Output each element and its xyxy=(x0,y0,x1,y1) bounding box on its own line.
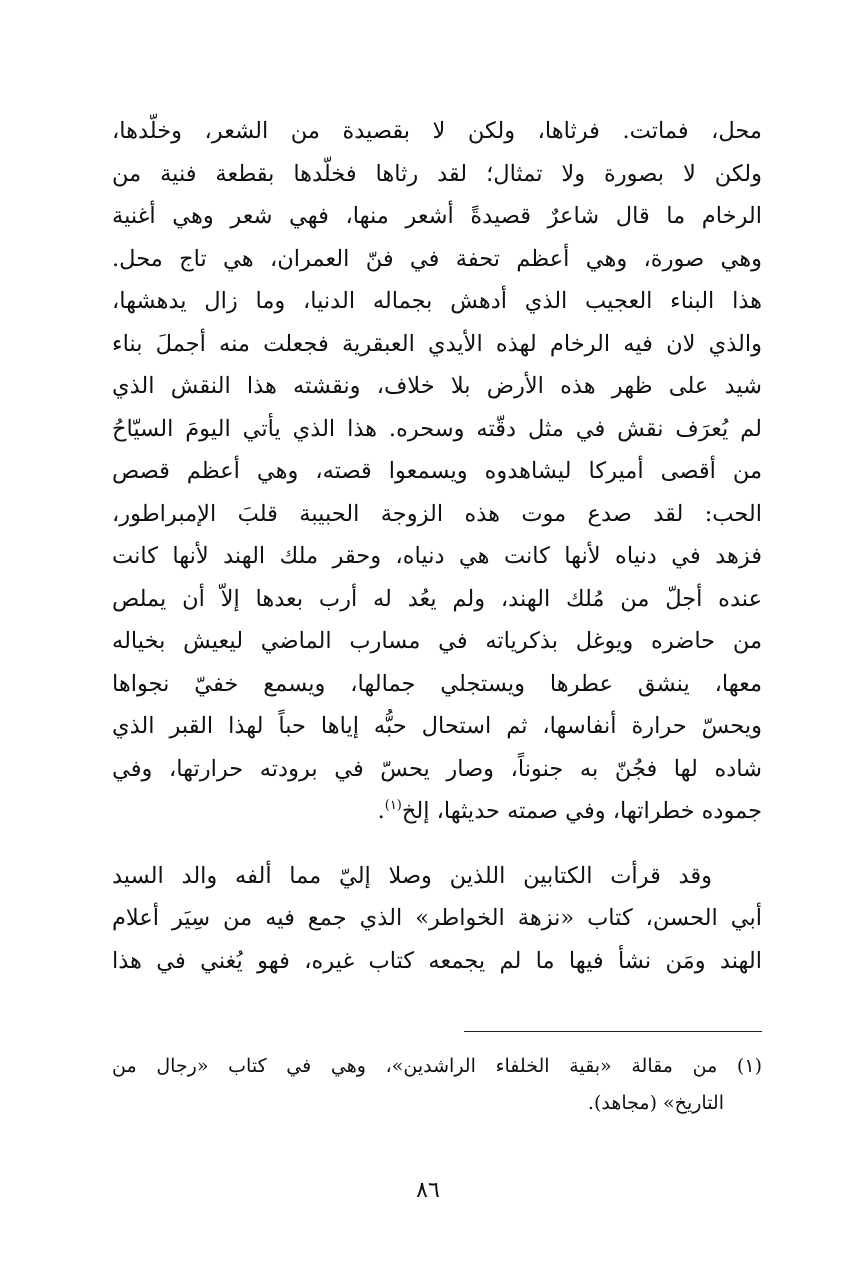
text-line: أبي الحسن، كتاب «نزهة الخواطر» الذي جمع فيه من سِيَر أعلام xyxy=(112,905,762,931)
text-line: عنده أجلّ من مُلك الهند، ولم يعُد له أرب بعدها إلاّ أن يملص xyxy=(112,585,762,612)
text-line: ولكن لا بصورة ولا تمثال؛ لقد رثاها فخلّدها بقطعة فنية من xyxy=(112,160,762,187)
text-line: وهي صورة، وهي أعظم تحفة في فنّ العمران، هي تاج محل. xyxy=(112,245,762,272)
text-line: من أقصى أميركا ليشاهدوه ويسمعوا قصته، وهي أعظم قصص xyxy=(112,458,762,484)
text-line: معها، ينشق عطرها ويستجلي جمالها، ويسمع خفيّ نجواها xyxy=(112,670,762,697)
footnote xyxy=(112,1048,762,1122)
text-line: ويحسّ حرارة أنفاسها، ثم استحال حبُّه إياها حباً لهذا القبر الذي xyxy=(112,713,762,739)
text-line: الحب: لقد صدع موت هذه الزوجة الحبيبة قلبَ الإمبراطور، xyxy=(112,500,762,527)
sentence-end: . xyxy=(377,798,385,824)
text-line: والذي لان فيه الرخام لهذه الأيدي العبقرية فجعلت منه أجملَ بناء xyxy=(112,330,762,357)
text-line: الرخام ما قال شاعرٌ قصيدةً أشعر منها، فهي شعر وهي أغنية xyxy=(112,203,762,229)
footnote-reference[interactable]: (١) xyxy=(384,798,402,813)
text-line: من حاضره ويوغل بذكرياته في مسارب الماضي ليعيش بخياله xyxy=(112,628,762,654)
text-line: الهند ومَن نشأ فيها ما لم يجمعه كتاب غيره، فهو يُغني في هذا xyxy=(112,947,762,974)
text-line-indented: وقد قرأت الكتابين اللذين وصلا إليّ مما ألفه والد السيد xyxy=(112,862,712,889)
text-line-last-content: جموده خطراتها، وفي صمته حديثها، إلخ xyxy=(401,798,762,824)
text-line: لم يُعرَف نقش في مثل دقّته وسحره. هذا الذي يأتي اليومَ السيّاحُ xyxy=(112,415,762,442)
text-line: فزهد في دنياه لأنها كانت هي دنياه، وحقر ملك الهند لأنها كانت xyxy=(112,543,762,569)
footnote-line: التاريخ» (مجاهد). xyxy=(587,1092,724,1114)
footnote-divider xyxy=(464,1031,762,1032)
paragraph xyxy=(112,855,762,983)
body-text xyxy=(112,110,762,982)
text-line: هذا البناء العجيب الذي أدهش بجماله الدنيا، وما زال يدهشها، xyxy=(112,288,762,314)
text-line: محل، فماتت. فرثاها، ولكن لا بقصيدة من الشعر، وخلّدها، xyxy=(112,118,762,144)
paragraph xyxy=(112,110,762,833)
paragraph-gap xyxy=(112,833,762,855)
text-line: شاده لها فجُنّ به جنوناً، وصار يحسّ في برودته حرارتها، وفي xyxy=(112,755,762,782)
text-line-last xyxy=(112,790,762,833)
page-number: ٨٦ xyxy=(416,1178,440,1203)
text-line: شيد على ظهر هذه الأرض بلا خلاف، ونقشته هذا النقش الذي xyxy=(112,373,762,399)
footnote-line: (١) من مقالة «بقية الخلفاء الراشدين»، وهي في كتاب «رجال من xyxy=(112,1055,762,1077)
